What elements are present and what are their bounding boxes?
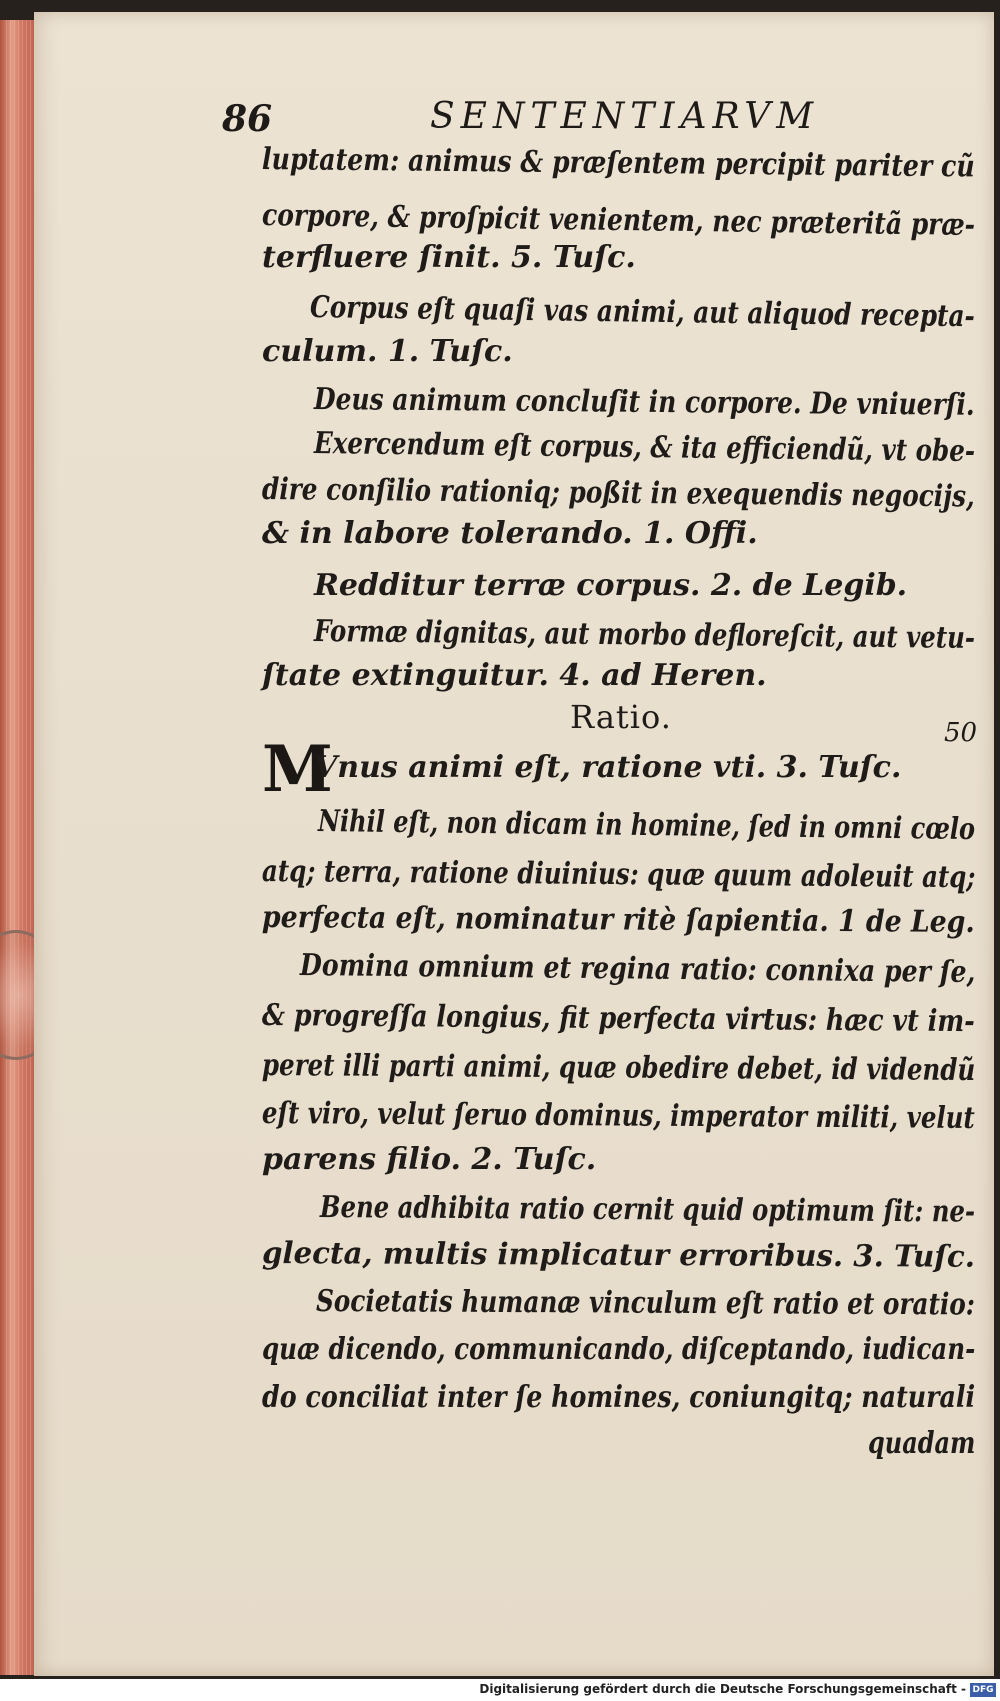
margin-number: 50 xyxy=(944,718,978,748)
text-line: Corpus eſt quaſi vas animi, aut aliquod recepta- xyxy=(309,290,976,335)
page-edge-texture xyxy=(6,20,34,1675)
text-line: Formæ dignitas, aut morbo defloreſcit, aut vetu- xyxy=(313,614,976,656)
text-line: ſtate extinguitur. 4. ad Heren. xyxy=(262,658,767,693)
running-title: SENTENTIARVM xyxy=(430,96,820,137)
page-number: 86 xyxy=(222,98,273,140)
text-line: peret illi parti animi, quæ obedire debet, id videndũ xyxy=(261,1048,976,1088)
text-line: Vnus animi eſt, ratione vti. 3. Tuſc. xyxy=(314,750,902,785)
text-line: perfecta eſt, nominatur ritè ſapientia. 1 de Leg. xyxy=(261,900,975,940)
text-line: corpore, & proſpicit venientem, nec præteritã præ- xyxy=(261,198,976,243)
text-line: eſt viro, velut ſeruo dominus, imperator militi, velut xyxy=(261,1096,975,1136)
text-line: Deus animum concluſit in corpore. De vniuerſi. xyxy=(313,382,975,423)
text-line: luptatem: animus & præſentem percipit pariter cũ xyxy=(261,142,975,185)
text-line: culum. 1. Tuſc. xyxy=(262,334,513,369)
dfg-logo-icon: DFG xyxy=(970,1683,996,1697)
text-line: Redditur terræ corpus. 2. de Legib. xyxy=(314,568,908,603)
text-line: & progreſſa longius, fit perfecta virtus: hæc vt im- xyxy=(261,998,975,1040)
text-line: do conciliat inter ſe homines, coniungitq; naturali xyxy=(262,1380,976,1415)
text-line: & in labore tolerando. 1. Offi. xyxy=(262,516,758,551)
catchword: quadam xyxy=(868,1426,976,1461)
text-line: Nihil eſt, non dicam in homine, ſed in omni cœlo xyxy=(317,804,976,848)
text-line: Societatis humanæ vinculum eſt ratio et oratio: xyxy=(315,1284,976,1323)
text-line: quæ dicendo, communicando, diſceptando, iudican- xyxy=(262,1332,976,1367)
digitization-credit: Digitalisierung gefördert durch die Deutsche Forschungsgemeinschaft - xyxy=(479,1682,966,1696)
text-line: glecta, multis implicatur erroribus. 3. Tuſc. xyxy=(261,1236,976,1275)
text-line: Exercendum eſt corpus, & ita efficiendũ, vt obe- xyxy=(313,426,976,470)
text-line: parens filio. 2. Tuſc. xyxy=(262,1142,597,1177)
text-line: dire conſilio rationiq; poßit in exequendis negocijs, xyxy=(261,472,975,515)
section-heading: Ratio. xyxy=(570,698,672,736)
text-line: Bene adhibita ratio cernit quid optimum ſit: ne- xyxy=(319,1190,976,1230)
text-line: terfluere ſinit. 5. Tuſc. xyxy=(262,240,636,275)
text-line: Domina omnium et regina ratio: connixa per ſe, xyxy=(299,948,976,991)
text-line: atq; terra, ratione diuinius: quæ quum adoleuit atq; xyxy=(261,854,976,896)
drop-initial: M xyxy=(262,732,333,807)
